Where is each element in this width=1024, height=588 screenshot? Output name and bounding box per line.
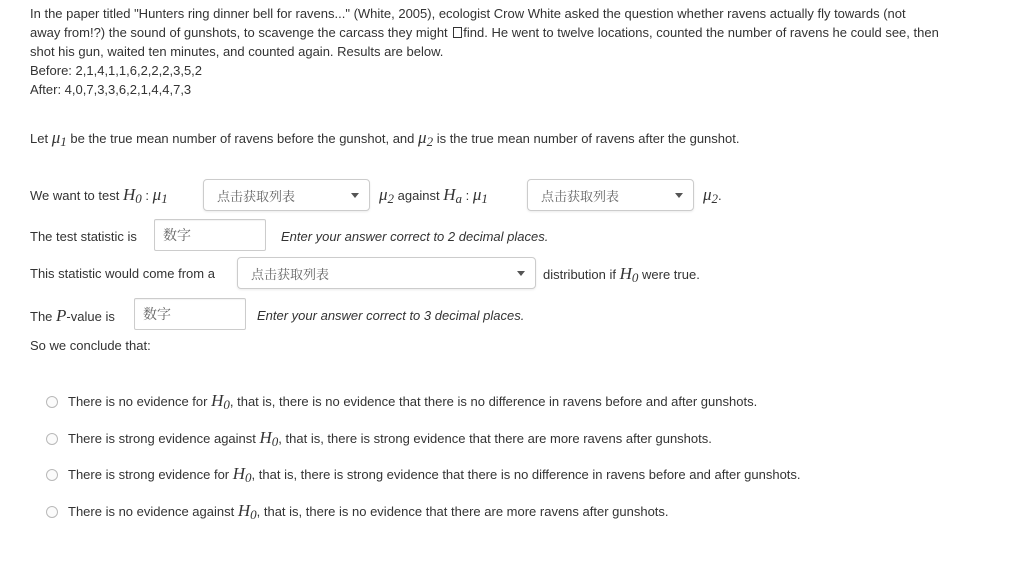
conclusion-option-2[interactable]: There is strong evidence against H0, that is, there is strong evidence that there are more ravens after gunshots.	[68, 428, 712, 449]
p-value-input[interactable]	[134, 298, 246, 330]
h0-relation-select[interactable]: 点击获取列表	[203, 179, 370, 211]
ha-symbol: Ha	[443, 185, 462, 206]
mu2-end-group: μ2.	[703, 185, 722, 206]
before-data: Before: 2,1,4,1,1,6,2,2,2,3,5,2	[30, 63, 203, 78]
p-value-label: The P-value is	[30, 306, 115, 325]
mu2-symbol: μ2	[379, 185, 395, 206]
h0-symbol: H0	[211, 391, 230, 412]
definition-line: Let μ1 be the true mean number of ravens before the gunshot, and μ2 is the true mean number of ravens after the gunshot.	[30, 128, 740, 149]
distribution-suffix: distribution if H0 were true.	[543, 264, 700, 285]
test-statistic-hint: Enter your answer correct to 2 decimal places.	[281, 229, 549, 244]
conclusion-option-1[interactable]: There is no evidence for H0, that is, there is no evidence that there is no difference in ravens before and after gunshots.	[68, 391, 758, 412]
conclusion-radio-3[interactable]	[46, 469, 58, 481]
test-statistic-label: The test statistic is	[30, 229, 137, 244]
conclusion-label: So we conclude that:	[30, 338, 151, 353]
h0-symbol: H0	[237, 501, 257, 522]
intro-line-1: In the paper titled "Hunters ring dinner bell for ravens..." (White, 2005), ecologist Crow White asked the question whether ravens actually fly towards (not	[30, 6, 906, 21]
intro-paragraph	[30, 4, 1000, 99]
conclusion-radio-4[interactable]	[46, 506, 58, 518]
mu1-symbol: μ1	[472, 185, 488, 206]
mu2-symbol: μ2	[703, 185, 719, 206]
conclusion-radio-2[interactable]	[46, 433, 58, 445]
chevron-down-icon	[675, 193, 683, 198]
distribution-select[interactable]: 点击获取列表	[237, 257, 536, 289]
missing-glyph-icon	[453, 27, 462, 38]
mu2-symbol: μ2	[418, 128, 434, 149]
mu1-symbol: μ1	[51, 128, 67, 149]
h0-symbol: H0	[232, 464, 252, 485]
conclusion-option-3[interactable]: There is strong evidence for H0, that is, there is strong evidence that there is no difference in ravens before and after gunshots.	[68, 464, 801, 485]
conclusion-radio-1[interactable]	[46, 396, 58, 408]
chevron-down-icon	[517, 271, 525, 276]
test-statistic-input[interactable]	[154, 219, 266, 251]
after-data: After: 4,0,7,3,3,6,2,1,4,4,7,3	[30, 82, 192, 97]
mu1-symbol: μ1	[152, 185, 168, 206]
ha-relation-select[interactable]: 点击获取列表	[527, 179, 694, 211]
hypothesis-label-group: We want to test H0 : μ1	[30, 185, 168, 206]
distribution-label: This statistic would come from a	[30, 266, 215, 281]
h0-symbol: H0	[619, 264, 639, 285]
conclusion-option-4[interactable]: There is no evidence against H0, that is, there is no evidence that there are more ravens after gunshots.	[68, 501, 669, 522]
intro-line-2: away from!?) the sound of gunshots, to scavenge the carcass they might find. He went to twelve locations, counted the number of ravens he could see, then	[30, 25, 939, 40]
intro-line-3: shot his gun, waited ten minutes, and counted again. Results are below.	[30, 44, 444, 59]
h0-symbol: H0	[122, 185, 142, 206]
h0-symbol: H0	[259, 428, 279, 449]
chevron-down-icon	[351, 193, 359, 198]
hypothesis-against-group: μ2 against Ha : μ1	[379, 185, 488, 206]
p-value-hint: Enter your answer correct to 3 decimal places.	[257, 308, 525, 323]
